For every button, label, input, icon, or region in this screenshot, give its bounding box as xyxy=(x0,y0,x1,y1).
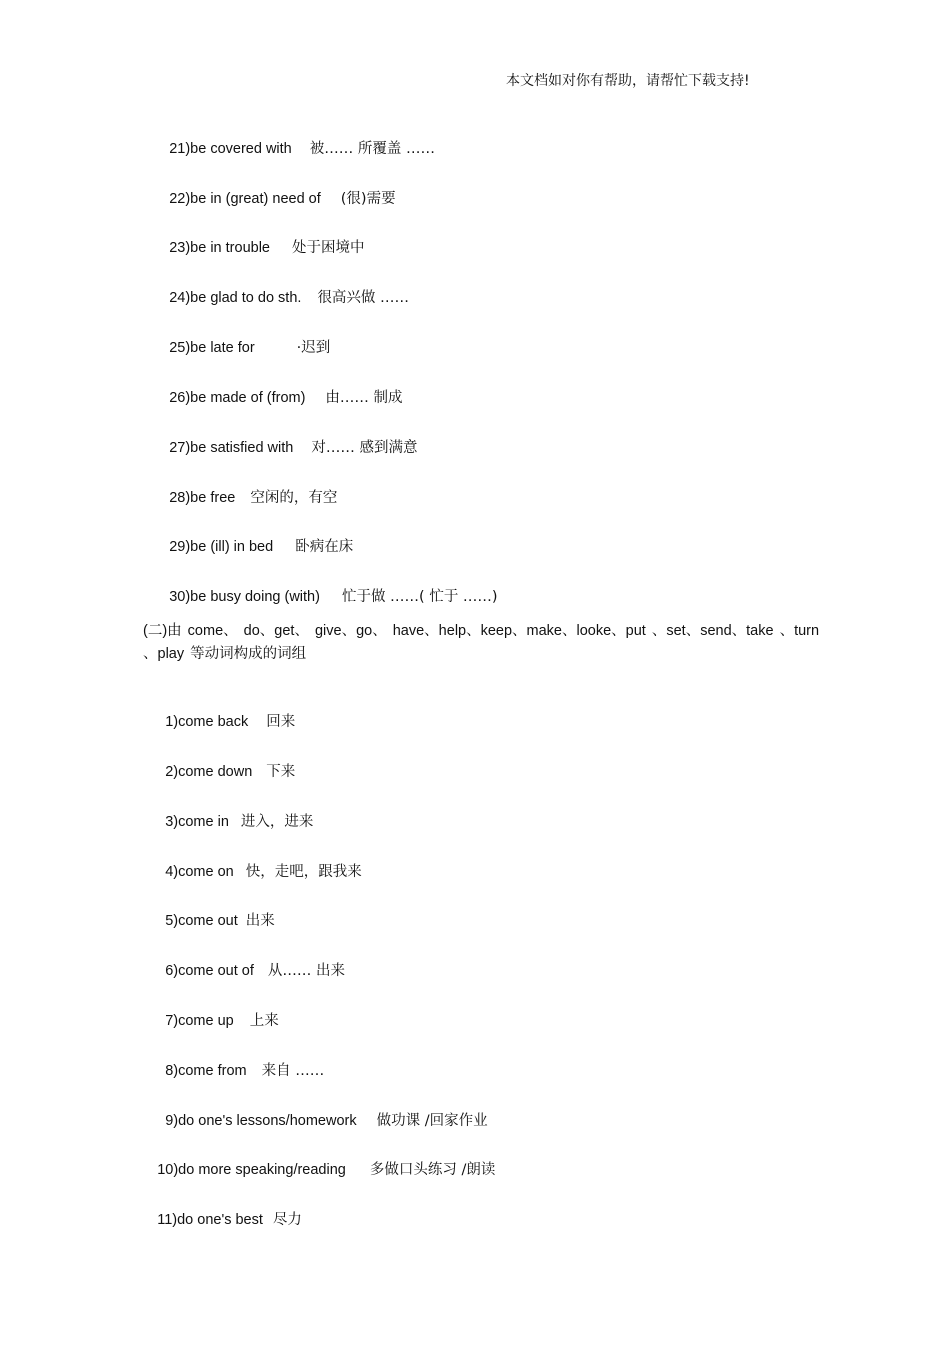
list-item xyxy=(160,570,498,606)
phrase: 3)come in xyxy=(165,814,229,830)
meaning: ·迟到 xyxy=(296,340,331,356)
meaning: 由…… 制成 xyxy=(325,390,403,406)
phrase: 27)be satisfied with xyxy=(169,440,294,456)
meaning: (很)需要 xyxy=(340,191,396,207)
phrase: 6)come out of xyxy=(165,963,254,979)
meaning: 多做口头练习 /朗读 xyxy=(369,1162,496,1178)
meaning: 从…… 出来 xyxy=(267,963,345,979)
list-item xyxy=(156,994,279,1030)
phrase: 21)be covered with xyxy=(169,141,292,157)
meaning: 处于困境中 xyxy=(291,240,365,256)
list-item xyxy=(148,1143,495,1179)
meaning: 来自 …… xyxy=(261,1063,325,1079)
phrase: 25)be late for xyxy=(169,340,255,356)
phrase: 24)be glad to do sth. xyxy=(169,290,302,306)
phrase: 26)be made of (from) xyxy=(169,390,306,406)
meaning: 做功课 /回家作业 xyxy=(376,1113,488,1129)
list-item xyxy=(160,371,403,407)
list-item xyxy=(156,894,275,930)
section-heading: (二)由 come、 do、get、 give、go、 have、help、keep、make、looke、put 、set、send、take 、turn 、play 等动词构成的词组 xyxy=(143,623,820,662)
list-item xyxy=(160,321,330,357)
phrase: 5)come out xyxy=(165,913,238,929)
list-item xyxy=(156,944,345,980)
meaning: 忙于做 ……( 忙于 ……) xyxy=(341,589,498,605)
meaning: 尽力 xyxy=(272,1212,302,1228)
list-item xyxy=(156,1094,488,1130)
phrase: 2)come down xyxy=(165,764,253,780)
meaning: 回来 xyxy=(266,714,296,730)
list-item xyxy=(156,695,295,731)
list-item xyxy=(160,221,364,257)
list-item xyxy=(160,122,435,158)
meaning: 对…… 感到满意 xyxy=(311,440,418,456)
phrase: 11)do one's best xyxy=(157,1212,263,1228)
meaning: 上来 xyxy=(249,1013,279,1029)
list-item xyxy=(156,745,295,781)
list-item xyxy=(160,271,409,307)
list-item xyxy=(160,520,353,556)
phrase: 1)come back xyxy=(165,714,249,730)
meaning: 出来 xyxy=(245,913,275,929)
list-item xyxy=(160,421,417,457)
list-item xyxy=(156,1044,324,1080)
list-item xyxy=(156,845,362,881)
header-note: 本文档如对你有帮助，请帮忙下载支持! xyxy=(506,73,750,89)
phrase: 8)come from xyxy=(165,1063,247,1079)
phrase: 22)be in (great) need of xyxy=(169,191,321,207)
list-item xyxy=(160,172,396,208)
phrase: 29)be (ill) in bed xyxy=(169,539,274,555)
meaning: 快，走吧，跟我来 xyxy=(245,864,362,880)
meaning: 进入，进来 xyxy=(240,814,314,830)
list-item xyxy=(156,795,313,831)
meaning: 卧病在床 xyxy=(295,539,354,555)
phrase: 28)be free xyxy=(169,490,236,506)
meaning: 下来 xyxy=(266,764,296,780)
phrase: 4)come on xyxy=(165,864,234,880)
phrase: 30)be busy doing (with) xyxy=(169,589,320,605)
phrase: 9)do one's lessons/homework xyxy=(165,1113,357,1129)
phrase: 10)do more speaking/reading xyxy=(157,1162,346,1178)
meaning: 被…… 所覆盖 …… xyxy=(309,141,435,157)
phrase: 23)be in trouble xyxy=(169,240,270,256)
meaning: 很高兴做 …… xyxy=(317,290,410,306)
list-item xyxy=(148,1193,302,1229)
list-item xyxy=(160,471,337,507)
meaning: 空闲的，有空 xyxy=(250,490,338,506)
phrase: 7)come up xyxy=(165,1013,234,1029)
